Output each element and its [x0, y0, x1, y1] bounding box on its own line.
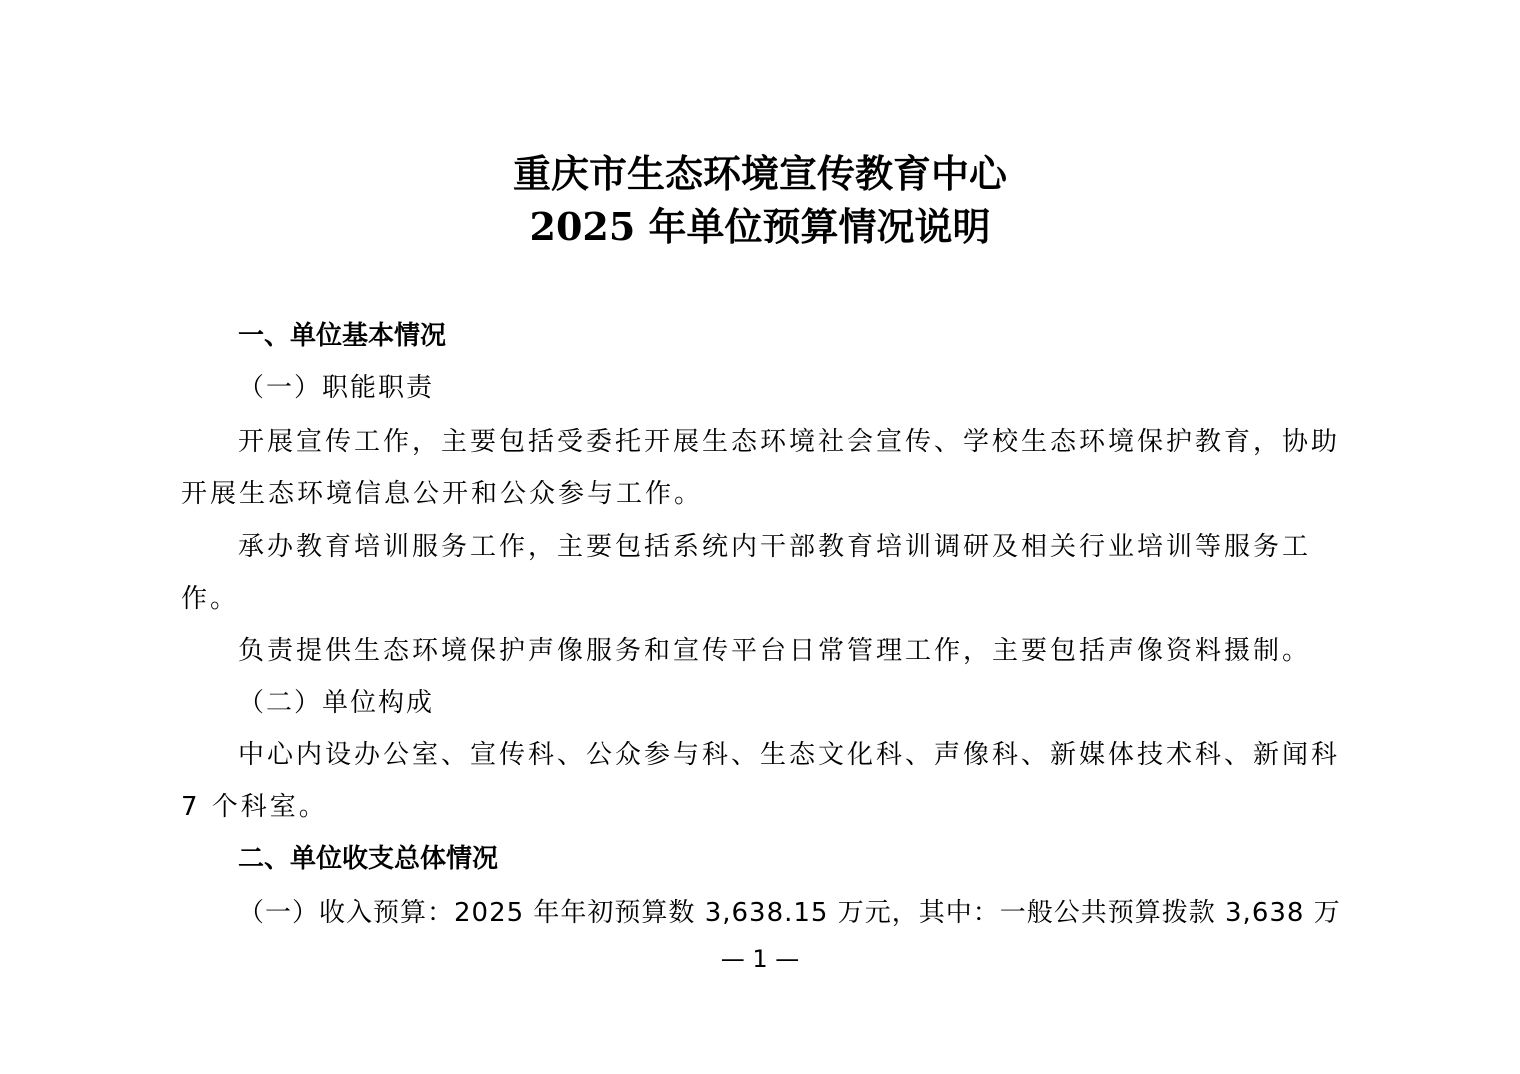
- document-title-line2: 2025 年单位预算情况说明: [529, 204, 991, 249]
- paragraph-training-line2: 作。: [181, 584, 240, 614]
- paragraph-publicity-line2: 开展生态环境信息公开和公众参与工作。: [181, 479, 704, 509]
- section-heading-budget-overview: 二、单位收支总体情况: [238, 844, 499, 874]
- page-number: — 1 —: [720, 945, 800, 973]
- paragraph-income-budget-line1: （一）收入预算：2025 年年初预算数 3,638.15 万元，其中：一般公共预算拨款 3,638 万: [238, 898, 1341, 928]
- document-title-line1: 重庆市生态环境宣传教育中心: [512, 151, 1007, 196]
- paragraph-audiovisual-line1: 负责提供生态环境保护声像服务和宣传平台日常管理工作，主要包括声像资料摄制。: [238, 636, 1312, 666]
- subsection-heading-duties: （一）职能职责: [238, 373, 435, 403]
- section-heading-basic-info: 一、单位基本情况: [238, 321, 447, 351]
- paragraph-publicity-line1: 开展宣传工作，主要包括受委托开展生态环境社会宣传、学校生态环境保护教育，协助: [238, 427, 1341, 457]
- paragraph-departments-line2: 7 个科室。: [181, 792, 328, 822]
- paragraph-training-line1: 承办教育培训服务工作，主要包括系统内干部教育培训调研及相关行业培训等服务工: [238, 532, 1312, 562]
- paragraph-departments-line1: 中心内设办公室、宣传科、公众参与科、生态文化科、声像科、新媒体技术科、新闻科: [238, 740, 1341, 770]
- subsection-heading-composition: （二）单位构成: [238, 688, 435, 718]
